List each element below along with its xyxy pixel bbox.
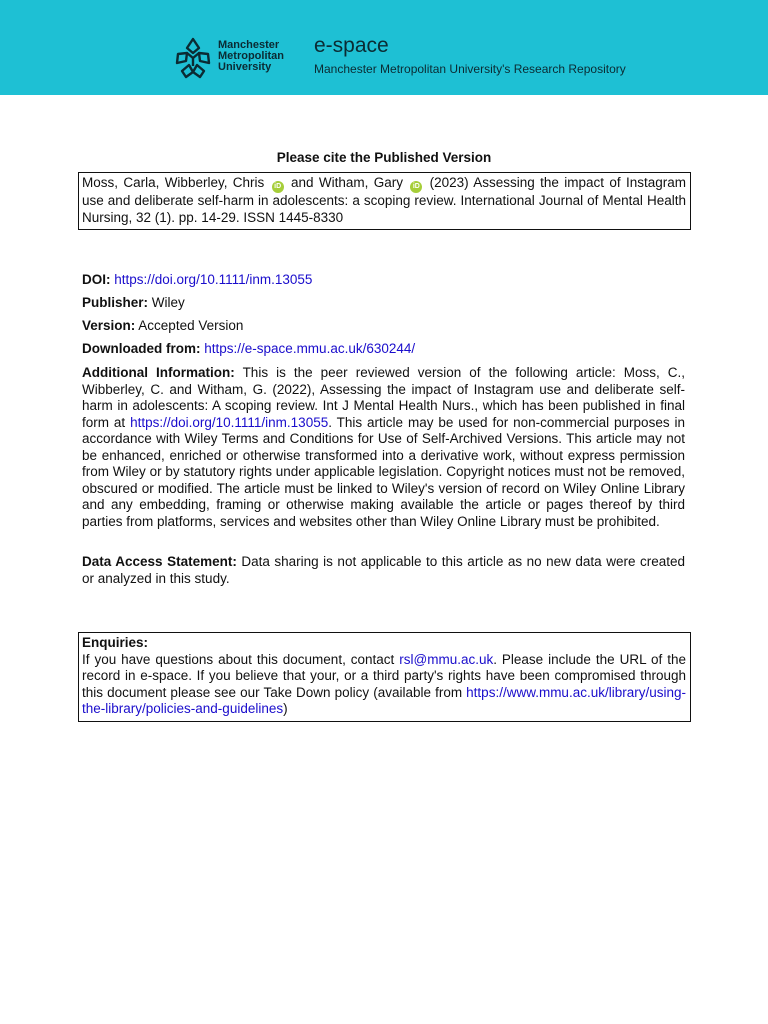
version-value: Accepted Version (138, 318, 244, 333)
publisher-row (82, 295, 685, 312)
citation-box (78, 172, 691, 230)
version-label: Version: (82, 318, 136, 333)
repository-subtitle: Manchester Metropolitan University's Research Repository (314, 62, 626, 76)
enquiries-label: Enquiries: (82, 635, 149, 650)
additional-text: This is the peer reviewed version of the following article: Moss, C., Wibberley, C. and Witham, G. (2022), Assessing the impact of Instagram use and deliberate self-harm in adolescents: A scoping review. Int J Mental Health Nurs., which has been published in final form at (82, 365, 686, 430)
repository-name: e-space (314, 34, 389, 57)
downloaded-label: Downloaded from: (82, 341, 201, 356)
publisher-label: Publisher: (82, 295, 149, 310)
additional-label: Additional Information: (82, 365, 235, 380)
citation-authors: Moss, Carla, Wibberley, Chris (82, 175, 265, 190)
enquiries-close-paren: ) (283, 701, 288, 716)
orcid-icon[interactable]: iD (272, 181, 284, 193)
doi-row (82, 272, 685, 289)
version-row (82, 318, 685, 335)
additional-information (82, 365, 685, 530)
enquiries-text: If you have questions about this document, contact (82, 651, 395, 667)
publisher-value: Wiley (151, 295, 185, 310)
data-access-text: Data sharing is not applicable to this article as no new data were created or analyzed in this study. (82, 554, 685, 586)
policies-link[interactable]: https://www.mmu.ac.uk/library/using-the-library/policies-and-guidelines (82, 684, 686, 716)
enquiries-text-2: . Please include the URL of the record in e-space. If you believe that your, or a third party's rights have been compromised through this document please see our Take Down policy (available from (82, 651, 686, 700)
doi-link[interactable]: https://doi.org/10.1111/inm.13055 (114, 272, 313, 287)
orcid-icon[interactable]: iD (410, 181, 422, 193)
data-access-statement (82, 554, 685, 587)
citation-author-witham: and Witham, Gary (291, 175, 403, 190)
header-banner (0, 0, 768, 95)
university-name: Manchester Metropolitan University (218, 39, 284, 73)
cite-heading: Please cite the Published Version (276, 150, 492, 165)
downloaded-row (82, 341, 685, 358)
data-access-label: Data Access Statement: (82, 554, 237, 569)
additional-text-rest: . This article may be used for non-commercial purposes in accordance with Wiley Terms and Conditions for Use of Self-Archived Versions. This article may not be enhanced, enriched or otherwise transformed into a derivative work, without express permission from Wiley or by statutory rights under applicable legislation. Copyright notices must not be removed, obscured or modified. The article must be linked to Wiley's version of record on Wiley Online Library and any embedding, framing or otherwise making available the article or pages thereof by third parties from platforms, services and websites other than Wiley Online Library must be prohibited. (82, 414, 685, 529)
contact-email-link[interactable]: rsl@mmu.ac.uk (399, 651, 494, 667)
enquiries-box (78, 632, 691, 722)
doi-label: DOI: (82, 272, 111, 287)
citation-details: (2023) Assessing the impact of Instagram use and deliberate self-harm in adolescents: a scoping review. International Journal of Mental Health Nursing, 32 (1). pp. 14-29. ISSN 1445-8330 (82, 175, 686, 225)
additional-doi-link[interactable]: https://doi.org/10.1111/inm.13055 (130, 414, 329, 430)
downloaded-link[interactable]: https://e-space.mmu.ac.uk/630244/ (204, 341, 416, 356)
mmu-logo-icon (172, 36, 214, 80)
